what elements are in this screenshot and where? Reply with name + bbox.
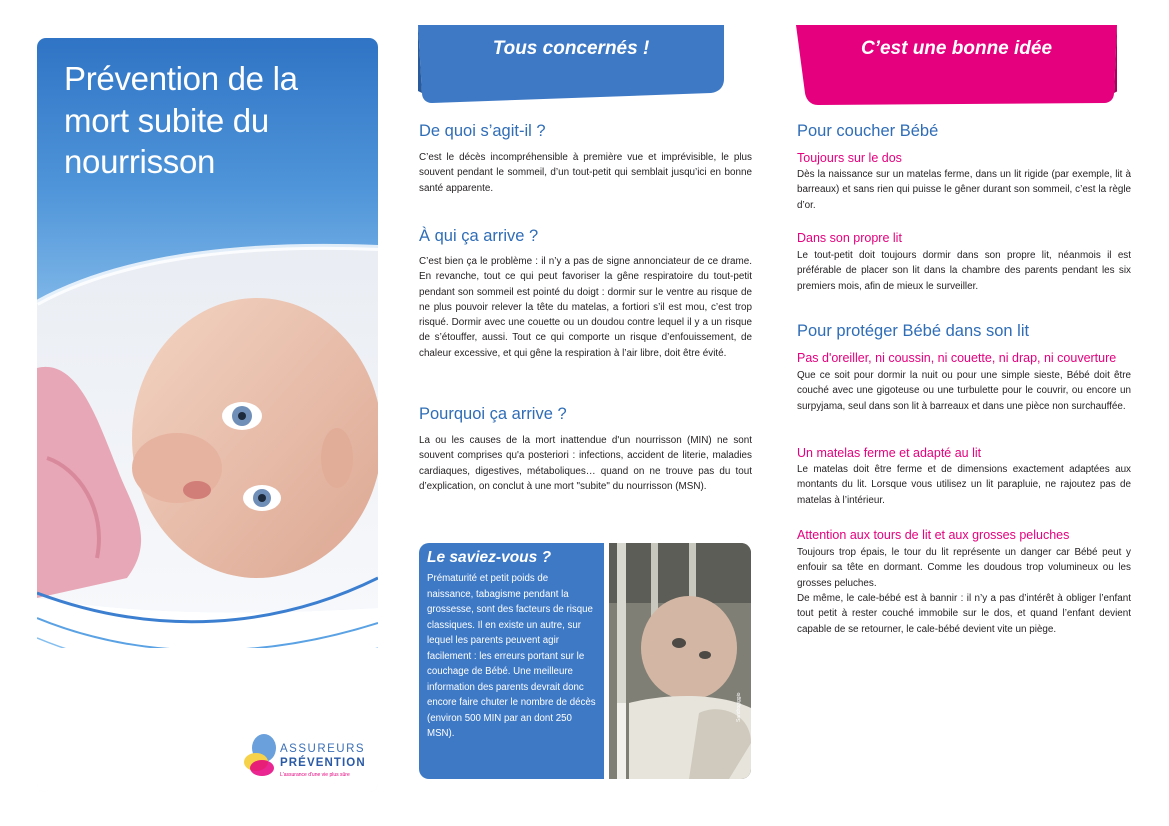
subheading: Toujours sur le dos	[797, 151, 902, 165]
subsection-text: Le matelas doit être ferme et de dimensions exactement adaptées aux montants du lit. Lorsque vous utilisez un lit parapluie, ne rajoutez pas de matelas à l’intérieur.	[797, 464, 1131, 506]
assureurs-prevention-logo	[242, 732, 372, 784]
subheading: Pas d'oreiller, ni coussin, ni couette, ni drap, ni couverture	[797, 351, 1117, 365]
section-text: C’est le décès incompréhensible à première vue et imprévisible, le plus souvent pendant le sommeil, d’un tout-petit qui semblait jusqu’ici en bonne santé apparente.	[419, 152, 752, 194]
cover-title: Prévention de la mort subite du nourrisson	[64, 60, 298, 180]
section-heading: À qui ça arrive ?	[419, 227, 539, 245]
logo-mark-icon	[242, 732, 282, 778]
subsection-text: Dès la naissance sur un matelas ferme, dans un lit rigide (par exemple, lit à barreaux) et sans rien qui puisse le gêner durant son sommeil, c’est la règle d’or.	[797, 169, 1131, 211]
section-heading: De quoi s’agit-il ?	[419, 122, 546, 140]
tab-shape-blue	[418, 25, 724, 103]
tab-label: Tous concernés !	[492, 38, 650, 59]
box-text: Prématurité et petit poids de naissance, tabagisme pendant la grossesse, sont des facteurs de risque classiques. Il en existe un autre, sur lequel les parents peuvent agir facilement : les erreurs portant sur le couchage de Bébé. Une meilleure information des parents devrait donc encore faire chuter le nombre de décès (environ 500 MIN par an dont 250 MSN).	[427, 573, 596, 739]
cover-panel	[37, 38, 378, 792]
tab-shape-magenta	[796, 25, 1117, 105]
subsection-text: Toujours trop épais, le tour du lit représente un danger car Bébé peut y enfouir sa tête en dormant. Comme les doudous trop volumineux ou les grosses peluches.	[797, 547, 1131, 589]
tab-tous-concernes	[418, 25, 724, 103]
subheading: Attention aux tours de lit et aux grosses peluches	[797, 528, 1070, 542]
subheading: Dans son propre lit	[797, 231, 902, 245]
box-title: Le saviez-vous ?	[427, 549, 552, 566]
photo-credit: Sandrogiggio	[736, 692, 742, 722]
le-saviez-vous-box	[419, 543, 604, 779]
logo-name-line1: ASSUREURS	[280, 743, 366, 755]
section-text: La ou les causes de la mort inattendue d'un nourrisson (MIN) ne sont souvent comprises qu'a posteriori : infections, accident de literie, maladies cardiaques, digestives, métaboliques… quand on ne trouve pas du tout d’explication, on conclut à une mort "subite" du nourrisson (MSN).	[419, 435, 752, 492]
subsection-text: Le tout-petit doit toujours dormir dans son propre lit, néanmois il est préférable de placer son lit dans la chambre des parents pendant les six premiers mois, afin de mieux le surveiller.	[797, 250, 1131, 292]
baby-crib-photo	[609, 543, 751, 779]
section-text: C’est bien ça le problème : il n’y a pas de signe annonciateur de ce drame. En revanche, tout ce qui peut favoriser la gêne respiratoire du tout-petit pendant son sommeil est pointé du doigt : dormir sur le ventre au risque de ne plus pouvoir relever la tête du matelas, a fortiori s’il est mou, c’est trop risqué. Dormir avec une couette ou un doudou contre lequel il y a un risque de s’étouffer, aussi. Tout ce qui comporte un risque d’enfouissement, de chaleur excessive, et qui gêne la respiration à l’air libre, doit être évité.	[419, 256, 752, 359]
section-heading: Pour coucher Bébé	[797, 122, 939, 140]
tab-label: C’est une bonne idée	[860, 38, 1053, 59]
logo-tagline: L'assurance d'une vie plus sûre	[280, 772, 350, 778]
logo-name-line2: PRÉVENTION	[280, 757, 366, 769]
baby-crib-image	[609, 543, 751, 779]
subsection-text: Que ce soit pour dormir la nuit ou pour une simple sieste, Bébé doit être couché avec une gigoteuse ou une turbulette pour le couvrir, ou encore un surpyjama, seul dans son lit à barreaux et dans une pièce non surchauffée.	[797, 370, 1131, 412]
tab-bonne-idee	[796, 25, 1117, 103]
section-heading: Pour protéger Bébé dans son lit	[797, 322, 1030, 340]
subsection-text: De même, le cale-bébé est à bannir : il n’y a pas d’intérêt à obliger l’enfant tout petit à rester couché immobile sur le dos, et quand l’enfant devient capable de se retourner, le cale-bébé devient vite un piège.	[797, 593, 1131, 635]
section-heading: Pourquoi ça arrive ?	[419, 405, 567, 423]
subheading: Un matelas ferme et adapté au lit	[797, 446, 982, 460]
